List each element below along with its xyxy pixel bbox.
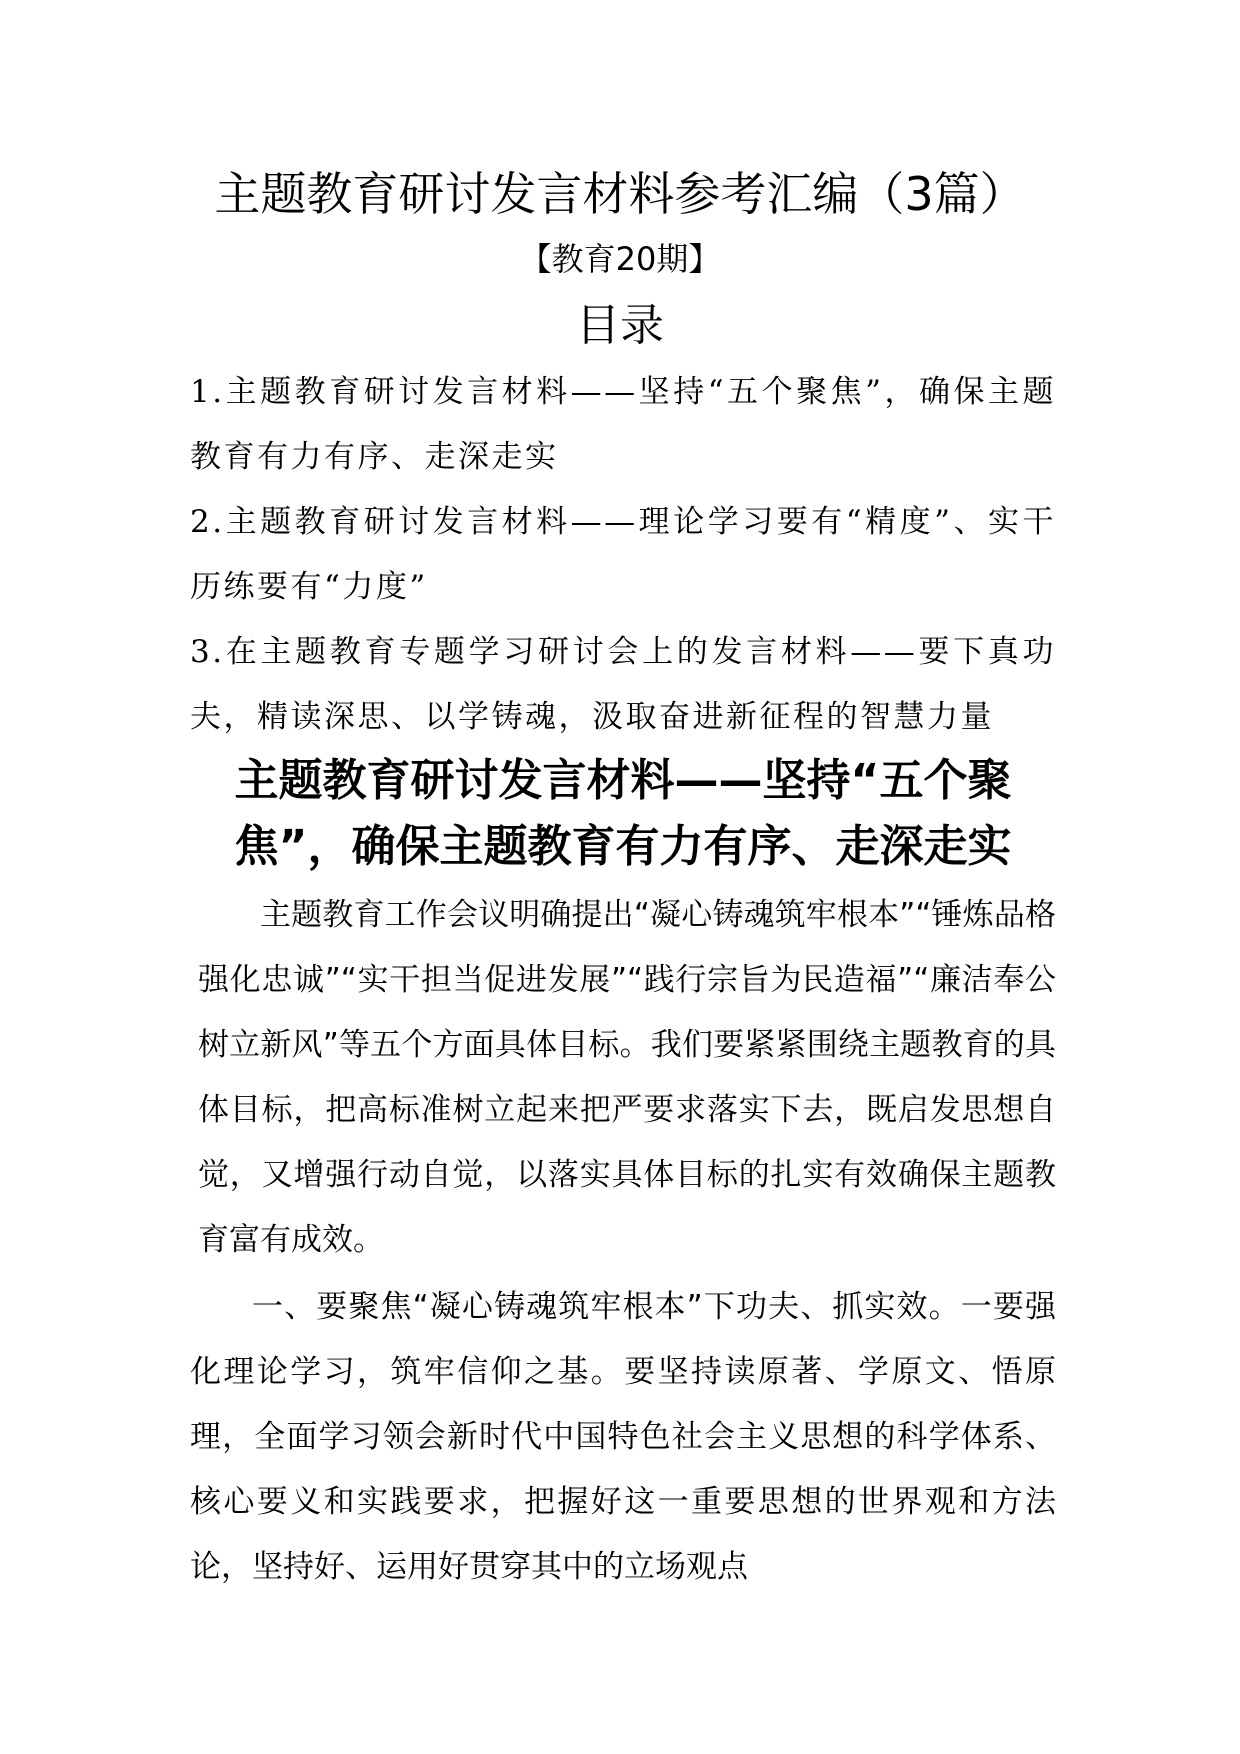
table-of-contents [190,360,1056,750]
toc-heading: 目录 [576,300,664,351]
section-title: 主题教育研讨发言材料——坚持“五个聚焦”，确保主题教育有力有序、走深走实 [234,755,1012,872]
intro-paragraph: 主题教育工作会议明确提出“凝心铸魂筑牢根本”“锤炼品格强化忠诚”“实干担当促进发展”“践行宗旨为民造福”“廉洁奉公树立新风”等五个方面具体目标。我们要紧紧围绕主题教育的具体目标，把高标准树立起来把严要求落实下去，既启发思想自觉，又增强行动自觉，以落实具体目标的扎实有效确保主题教育富有成效。 [198,897,1056,1258]
toc-item-2: 2.主题教育研讨发言材料——理论学习要有“精度”、实干历练要有“力度” [190,504,1056,605]
document-title: 主题教育研讨发言材料参考汇编（3篇） [214,167,1026,221]
issue-label: 【教育20期】 [519,240,721,278]
toc-item-3: 3.在主题教育专题学习研讨会上的发言材料——要下真功夫，精读深思、以学铸魂，汲取奋进新征程的智慧力量 [190,634,1056,735]
toc-item-1: 1.主题教育研讨发言材料——坚持“五个聚焦”，确保主题教育有力有序、走深走实 [190,374,1056,475]
body-paragraph: 一、要聚焦“凝心铸魂筑牢根本”下功夫、抓实效。一要强化理论学习，筑牢信仰之基。要坚持读原著、学原文、悟原理，全面学习领会新时代中国特色社会主义思想的科学体系、核心要义和实践要求，把握好这一重要思想的世界观和方法论，坚持好、运用好贯穿其中的立场观点 [190,1289,1056,1585]
